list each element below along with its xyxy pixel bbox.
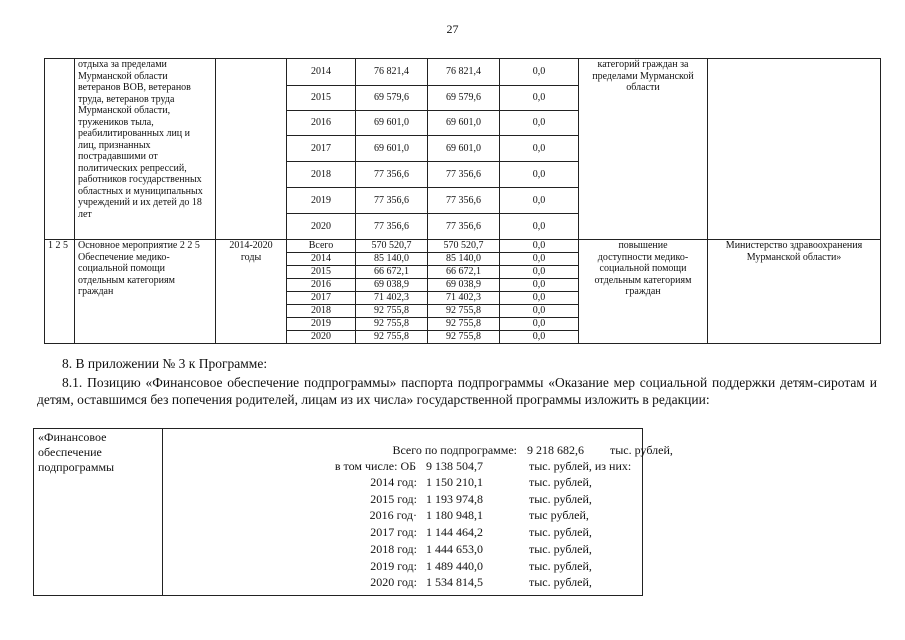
ob-cell: 69 579,6 (428, 86, 500, 111)
ob-cell: 71 402,3 (428, 292, 500, 305)
total-cell: 85 140,0 (356, 253, 428, 266)
finance-content (163, 429, 673, 595)
goal-cell (579, 240, 708, 344)
ob-cell: 92 755,8 (428, 318, 500, 331)
description-line: учреждений и их детей до 18 (78, 197, 202, 208)
description-line: пострадавшими от (78, 151, 158, 162)
goal-line: доступности медико- (597, 251, 689, 263)
finance-label-cell (34, 429, 163, 596)
year-cell: 2019 (287, 318, 356, 331)
goal-line: повышение (618, 240, 668, 251)
goal-line: граждан (625, 286, 661, 297)
total-cell: 77 356,6 (356, 162, 428, 188)
year-cell: 2020 (287, 331, 356, 344)
other-cell: 0,0 (500, 86, 579, 111)
year-label: 2017 год: (370, 525, 417, 540)
year-value: 1 193 974,8 (426, 491, 483, 506)
year-cell: 2020 (287, 214, 356, 240)
total-cell: 69 601,0 (356, 136, 428, 162)
year-value: 1 144 464,2 (426, 525, 483, 540)
ob-cell: 69 601,0 (428, 136, 500, 162)
description-line: областных и муниципальных (78, 185, 203, 197)
description-cell (75, 59, 216, 240)
section-paragraph: 8.1. Позицию «Финансовое обеспечение подпрограммы» паспорта подпрограммы «Оказание мер социальной поддержки детям-сиротам и детям, оставшимся без попечения родителей, лицам из их числа» государственной программы изложить в редакции: (37, 375, 877, 407)
total-cell: 570 520,7 (356, 240, 428, 253)
year-cell: 2018 (287, 162, 356, 188)
description-line: отдельным категориям (78, 274, 175, 286)
total-cell: 69 038,9 (356, 279, 428, 292)
year-cell: Всего (287, 240, 356, 253)
description-line: политических репрессий, (78, 162, 187, 174)
total-cell: 77 356,6 (356, 188, 428, 214)
year-unit: тыс рублей, (529, 508, 589, 523)
period-line: 2014-2020 (229, 240, 273, 251)
year-value: 1 489 440,0 (426, 558, 483, 573)
ob-cell: 66 672,1 (428, 266, 500, 279)
table-row (45, 240, 881, 253)
year-value: 1 150 210,1 (426, 475, 483, 489)
ob-cell: 76 821,4 (428, 59, 500, 86)
description-line: Обеспечение медико- (78, 251, 170, 263)
total-cell: 69 579,6 (356, 86, 428, 111)
description-cell (75, 240, 216, 344)
finance-table (33, 428, 673, 596)
finance-label-line: подпрограммы (38, 460, 115, 474)
year-unit: тыс. рублей, (529, 525, 592, 540)
section-heading: 8. В приложении № 3 к Программе: (62, 356, 268, 371)
year-cell: 2016 (287, 279, 356, 292)
other-cell: 0,0 (500, 240, 579, 253)
ob-value: 9 138 504,7 (426, 459, 483, 473)
ob-cell: 92 755,8 (428, 305, 500, 318)
total-label: Всего по подпрограмме: (392, 443, 517, 457)
year-value: 1 534 814,5 (426, 575, 483, 590)
ob-cell: 69 601,0 (428, 111, 500, 136)
year-label: 2018 год: (370, 541, 417, 556)
total-cell: 92 755,8 (356, 331, 428, 344)
goal-line: социальной помощи (599, 263, 687, 274)
description-line: лет (78, 208, 92, 220)
other-cell: 0,0 (500, 279, 579, 292)
other-cell: 0,0 (500, 214, 579, 240)
description-line: реабилитированных лиц и (78, 128, 190, 139)
year-cell: 2017 (287, 292, 356, 305)
number-cell: 1 2 5 (45, 240, 75, 344)
year-cell: 2019 (287, 188, 356, 214)
other-cell: 0,0 (500, 162, 579, 188)
description-line: тружеников тыла, (78, 116, 154, 128)
finance-content-cell (163, 429, 673, 596)
finance-label-line: обеспечение (38, 445, 102, 459)
total-cell: 76 821,4 (356, 59, 428, 86)
total-cell: 92 755,8 (356, 318, 428, 331)
year-label: 2019 год: (370, 558, 417, 573)
executor-line: Мурманской области» (746, 251, 842, 263)
period-cell (216, 59, 287, 240)
other-cell: 0,0 (500, 111, 579, 136)
other-cell: 0,0 (500, 188, 579, 214)
total-cell: 69 601,0 (356, 111, 428, 136)
ob-label: в том числе: ОБ (334, 459, 416, 473)
ob-cell: 570 520,7 (428, 240, 500, 253)
total-cell: 71 402,3 (356, 292, 428, 305)
other-cell: 0,0 (500, 318, 579, 331)
year-unit: тыс. рублей, (529, 491, 592, 506)
year-label: 2020 год: (370, 575, 417, 590)
goal-line: пределами Мурманской (592, 70, 694, 82)
year-unit: тыс. рублей, (529, 558, 592, 573)
year-cell: 2015 (287, 266, 356, 279)
total-cell: 66 672,1 (356, 266, 428, 279)
ob-cell: 92 755,8 (428, 331, 500, 344)
total-cell: 92 755,8 (356, 305, 428, 318)
table-row (45, 59, 881, 86)
description-line: отдыха за пределами (78, 59, 167, 70)
description-line: работников государственных (78, 174, 202, 185)
executor-line: Министерство здравоохранения (725, 240, 863, 251)
other-cell: 0,0 (500, 266, 579, 279)
description-line: ветеранов ВОВ, ветеранов (78, 82, 191, 93)
year-label: 2014 год: (370, 475, 417, 489)
ob-cell: 85 140,0 (428, 253, 500, 266)
year-value: 1 444 653,0 (426, 541, 483, 556)
year-cell: 2017 (287, 136, 356, 162)
finance-label-line: «Финансовое (38, 430, 107, 444)
other-cell: 0,0 (500, 331, 579, 344)
year-cell: 2014 (287, 253, 356, 266)
description-line: Основное мероприятие 2 2 5 (78, 240, 200, 251)
description-line: граждан (78, 286, 114, 297)
goal-cell (579, 59, 708, 240)
goal-line: отдельным категориям (594, 274, 692, 286)
event-table (44, 58, 881, 344)
goal-line: области (626, 82, 660, 93)
description-line: лиц, признанных (78, 139, 151, 151)
other-cell: 0,0 (500, 292, 579, 305)
year-unit: тыс. рублей, (529, 575, 592, 590)
ob-cell: 77 356,6 (428, 162, 500, 188)
year-unit: тыс. рублей, (529, 475, 592, 489)
total-cell: 77 356,6 (356, 214, 428, 240)
executor-cell (708, 59, 881, 240)
description-line: труда, ветеранов труда (78, 93, 175, 105)
executor-cell (708, 240, 881, 344)
total-unit: тыс. рублей, (610, 443, 673, 457)
ob-cell: 77 356,6 (428, 214, 500, 240)
period-cell (216, 240, 287, 344)
ob-cell: 69 038,9 (428, 279, 500, 292)
description-line: Мурманской области (78, 70, 168, 82)
other-cell: 0,0 (500, 253, 579, 266)
year-unit: тыс. рублей, (529, 541, 592, 556)
number-cell (45, 59, 75, 240)
other-cell: 0,0 (500, 59, 579, 86)
other-cell: 0,0 (500, 305, 579, 318)
ob-cell: 77 356,6 (428, 188, 500, 214)
finance-label (34, 429, 162, 476)
goal-line: категорий граждан за (597, 59, 689, 70)
period-line: годы (240, 251, 262, 263)
total-value: 9 218 682,6 (527, 443, 584, 457)
year-label: 2015 год: (370, 491, 417, 506)
page-number: 27 (446, 22, 459, 36)
description-line: социальной помощи (78, 263, 165, 274)
year-label: 2016 год· (369, 508, 417, 523)
year-cell: 2015 (287, 86, 356, 111)
ob-unit: тыс. рублей, из них: (529, 459, 632, 473)
year-value: 1 180 948,1 (426, 508, 483, 523)
other-cell: 0,0 (500, 136, 579, 162)
description-line: Мурманской области, (78, 105, 171, 116)
year-cell: 2018 (287, 305, 356, 318)
year-cell: 2016 (287, 111, 356, 136)
year-cell: 2014 (287, 59, 356, 86)
